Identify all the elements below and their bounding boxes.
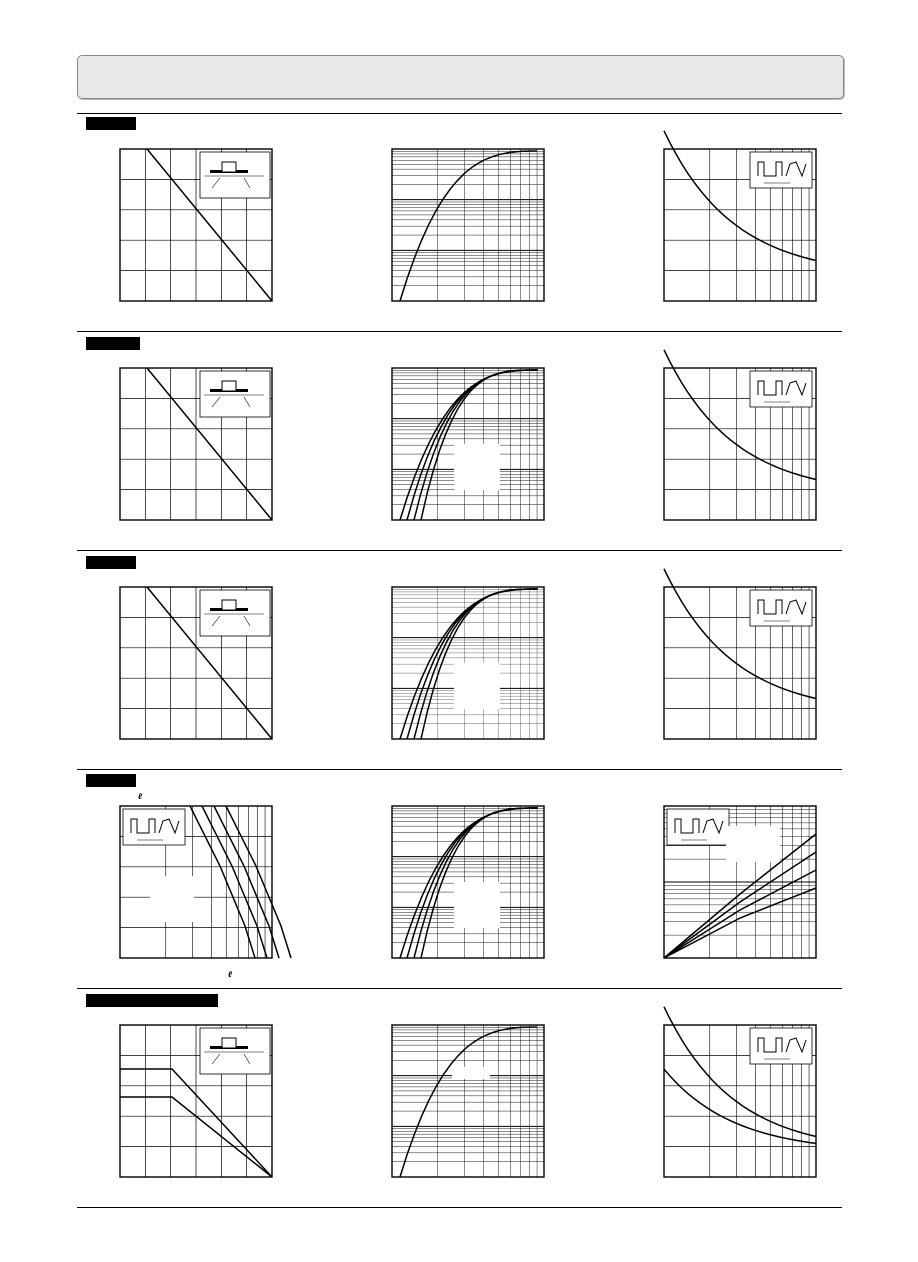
inset-box (200, 590, 270, 636)
note-ell-b: ℓ (228, 970, 233, 979)
inset-component (222, 1038, 236, 1048)
chart-4-3 (664, 806, 816, 958)
inset-box (750, 590, 812, 626)
inset-box (750, 371, 812, 407)
inset-box (200, 371, 270, 417)
chart-2-1 (120, 368, 272, 520)
inset-component (222, 162, 236, 172)
chart-3-1 (120, 587, 272, 739)
chart-3-3 (664, 569, 816, 739)
chart-4-2 (392, 806, 544, 958)
legend-box (454, 663, 500, 709)
chart-1-3 (664, 131, 816, 301)
chart-3-2 (392, 587, 544, 739)
chart-2-2 (392, 368, 544, 520)
inset-component (222, 600, 236, 610)
inset-box (123, 809, 185, 845)
legend-box (454, 882, 500, 928)
chart-5-2 (392, 1025, 544, 1177)
inset-component (222, 381, 236, 391)
inset-box (200, 1028, 270, 1074)
plot-area (392, 149, 544, 301)
inset-box (667, 809, 729, 845)
chart-4-1 (120, 806, 291, 958)
note-ell-a: ℓ (138, 792, 143, 801)
inset-box (200, 152, 270, 198)
legend-box (454, 444, 500, 490)
chart-5-3 (664, 1007, 816, 1177)
plot-area (392, 1025, 544, 1177)
chart-2-3 (664, 350, 816, 520)
chart-5-1 (120, 1025, 272, 1177)
chart-1-1 (120, 149, 272, 301)
inset-box (750, 152, 812, 188)
legend-box (452, 1067, 490, 1079)
inset-box (750, 1028, 812, 1064)
legend-box (150, 876, 194, 922)
chart-1-2 (392, 149, 544, 301)
legend-box (726, 826, 780, 862)
